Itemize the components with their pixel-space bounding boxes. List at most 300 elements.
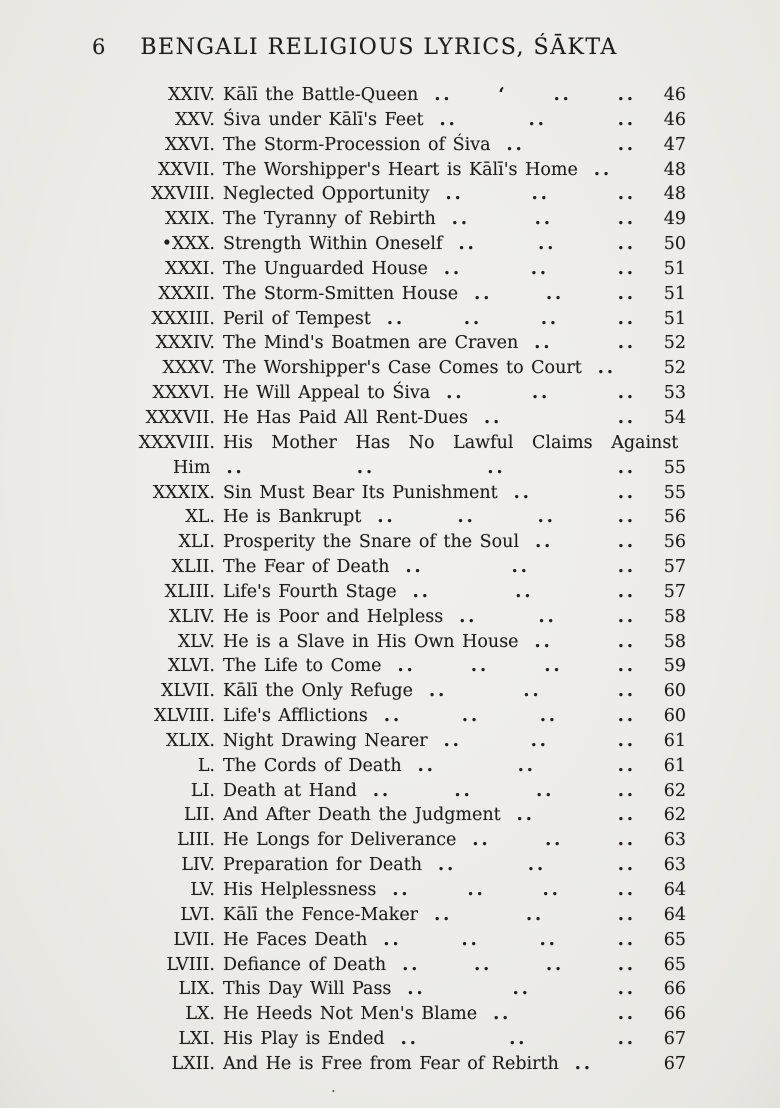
- toc-row: [85, 706, 686, 731]
- dot-leaders: [442, 234, 646, 254]
- dot-leader-group: ..: [534, 333, 553, 354]
- entry-title: The Worshipper's Case Comes to Court: [223, 358, 582, 379]
- dot-leader-group: ..: [451, 209, 470, 230]
- dot-leader-group: ..: [617, 631, 636, 652]
- entry-numeral: XXVII.: [158, 159, 215, 180]
- dot-leader-group: ..: [438, 855, 457, 876]
- entry-page-number: 66: [663, 979, 686, 1000]
- dot-leader-group: ʻ: [498, 85, 508, 105]
- entry-title: Preparation for Death: [223, 855, 422, 876]
- dot-leader-group: ..: [617, 85, 636, 105]
- entry-page-number: 59: [663, 656, 686, 677]
- entry-title: Kālī the Only Refuge: [223, 681, 413, 702]
- toc-row: [85, 209, 686, 234]
- dot-leader-group: ..: [617, 407, 636, 428]
- toc-row: [85, 383, 686, 408]
- toc-row: [85, 408, 686, 433]
- entry-title: He Faces Death: [223, 929, 368, 950]
- toc-row: [85, 681, 686, 706]
- dot-leaders: [559, 1054, 646, 1074]
- dot-leaders: [371, 309, 646, 329]
- page-header: [0, 0, 780, 61]
- dot-leader-group: ..: [377, 507, 396, 528]
- dot-leaders: [385, 1029, 646, 1049]
- entry-title: He Has Paid All Rent-Dues: [223, 407, 468, 428]
- dot-leader-group: ..: [617, 283, 636, 304]
- toc-row: [85, 880, 686, 905]
- dot-leaders: [397, 582, 646, 602]
- dot-leader-group: ..: [539, 929, 558, 950]
- entry-numeral: XXIX.: [165, 209, 215, 230]
- entry-title: The Worshipper's Heart is Kālī's Home: [223, 159, 578, 180]
- dot-leaders: [210, 458, 646, 478]
- dot-leader-group: ..: [512, 979, 531, 1000]
- entry-page-number: 49: [663, 209, 686, 230]
- entry-page-number: 63: [663, 855, 686, 876]
- dot-leaders: [423, 110, 646, 130]
- dot-leaders: [430, 383, 646, 403]
- entry-title: His Play is Ended: [223, 1029, 385, 1050]
- dot-leader-group: ..: [617, 308, 636, 329]
- toc-row: [85, 1029, 686, 1054]
- entry-page-number: 62: [663, 780, 686, 801]
- entry-numeral: XXXVIII.: [138, 432, 215, 453]
- toc-row: [85, 160, 686, 185]
- entry-title: Life's Fourth Stage: [223, 581, 397, 602]
- entry-title: Kālī the Battle-Queen: [223, 85, 419, 105]
- toc-row: [85, 656, 686, 681]
- entry-page-number: 56: [663, 532, 686, 553]
- toc-row: [85, 110, 686, 135]
- entry-title: His Mother Has No Lawful Claims Against: [223, 432, 679, 453]
- dot-leader-group: ..: [617, 383, 636, 404]
- dot-leaders: [430, 184, 646, 204]
- dot-leader-group: ..: [617, 979, 636, 1000]
- entry-numeral: LXI.: [178, 1029, 215, 1050]
- dot-leaders: [519, 532, 646, 552]
- dot-leader-group: ..: [493, 1004, 512, 1025]
- entry-title: The Tyranny of Rebirth: [223, 209, 436, 230]
- table-of-contents: [85, 85, 686, 1079]
- entry-page-number: 60: [663, 681, 686, 702]
- entry-page-number: 65: [663, 954, 686, 975]
- entry-numeral: LIX.: [178, 979, 215, 1000]
- dot-leader-group: ..: [617, 209, 636, 230]
- dot-leader-group: ..: [446, 383, 465, 404]
- entry-page-number: 60: [663, 706, 686, 727]
- entry-page-number: 65: [663, 929, 686, 950]
- entry-numeral: XXXI.: [165, 258, 215, 279]
- entry-page-number: 58: [663, 631, 686, 652]
- entry-title: He is a Slave in His Own House: [223, 631, 519, 652]
- toc-row: [85, 259, 686, 284]
- entry-numeral: XXVIII.: [151, 184, 215, 205]
- dot-leaders: [519, 632, 646, 652]
- entry-numeral: XLVIII.: [154, 706, 215, 727]
- dot-leader-group: ..: [474, 954, 493, 975]
- dot-leaders: [578, 160, 646, 180]
- dot-leaders: [491, 135, 646, 155]
- dot-leaders: [376, 880, 646, 900]
- entry-page-number: 56: [663, 507, 686, 528]
- toc-row: [85, 632, 686, 657]
- entry-page-number: 46: [663, 85, 686, 105]
- dot-leader-group: ..: [458, 234, 477, 255]
- dot-leader-group: ..: [617, 706, 636, 727]
- dot-leader-group: ..: [386, 308, 406, 329]
- dot-leader-group: ..: [527, 855, 547, 876]
- dot-leader-group: ..: [617, 333, 636, 354]
- entry-page-number: 61: [663, 755, 686, 776]
- entry-numeral: LIV.: [181, 855, 215, 876]
- entry-title: The Storm-Procession of Śiva: [223, 134, 491, 155]
- dot-leader-group: ..: [542, 880, 561, 900]
- dot-leader-group: ..: [461, 706, 481, 727]
- dot-leader-group: ..: [372, 780, 392, 801]
- dot-leader-group: ..: [539, 706, 559, 727]
- entry-title: Neglected Opportunity: [223, 184, 430, 205]
- dot-leaders: [368, 706, 646, 726]
- toc-row: [85, 805, 686, 830]
- dot-leader-group: ..: [470, 656, 490, 677]
- entry-title: The Cords of Death: [223, 755, 402, 776]
- dot-leader-group: ..: [530, 258, 550, 279]
- entry-title: Death at Hand: [223, 780, 357, 801]
- entry-page-number: 67: [663, 1029, 686, 1050]
- entry-numeral: XXXVII.: [145, 407, 215, 428]
- dot-leader-group: ..: [392, 880, 411, 900]
- entry-title: Śiva under Kālī's Feet: [223, 109, 424, 130]
- entry-page-number: 55: [663, 457, 686, 478]
- dot-leaders: [418, 85, 646, 105]
- entry-title: Kālī the Fence-Maker: [223, 904, 419, 925]
- entry-numeral: LVII.: [173, 929, 215, 950]
- dot-leader-group: ..: [617, 109, 636, 130]
- entry-numeral: LI.: [190, 780, 215, 801]
- dot-leader-group: ..: [617, 656, 636, 677]
- dot-leaders: [518, 333, 646, 353]
- toc-row: [85, 284, 686, 309]
- toc-row: [85, 1054, 686, 1079]
- toc-row: [85, 557, 686, 582]
- entry-numeral: XLIX.: [165, 730, 215, 751]
- toc-row: [85, 830, 686, 855]
- toc-row: [85, 458, 686, 483]
- entry-page-number: 57: [663, 581, 686, 602]
- entry-numeral: LVI.: [180, 904, 215, 925]
- dot-leader-group: ..: [463, 308, 483, 329]
- dot-leader-group: ..: [553, 85, 572, 105]
- toc-row: [85, 85, 686, 110]
- dot-leaders: [458, 284, 646, 304]
- dot-leader-group: ..: [511, 557, 530, 578]
- entry-title: The Mind's Boatmen are Craven: [223, 333, 519, 354]
- dot-leader-group: ..: [617, 482, 636, 503]
- entry-numeral: XLIV.: [168, 606, 215, 627]
- entry-title: He Longs for Deliverance: [223, 830, 457, 851]
- entry-numeral: XXXV.: [162, 358, 215, 379]
- entry-numeral: XXXIII.: [151, 308, 215, 329]
- toc-row: [85, 979, 686, 1004]
- toc-row: [85, 1004, 686, 1029]
- dot-leader-group: ..: [617, 755, 636, 776]
- entry-numeral: LV.: [190, 880, 215, 900]
- dot-leader-group: ..: [544, 656, 563, 677]
- dot-leader-group: ..: [515, 581, 534, 602]
- dot-leaders: [418, 905, 646, 925]
- entry-numeral: LIII.: [177, 830, 215, 851]
- toc-row: [85, 333, 686, 358]
- entry-title: And He is Free from Fear of Rebirth: [223, 1053, 559, 1074]
- dot-leaders: [413, 681, 646, 701]
- entry-title: His Helplessness: [223, 880, 377, 900]
- dot-leaders: [361, 507, 646, 527]
- entry-page-number: 48: [663, 184, 686, 205]
- dot-leader-group: ..: [540, 308, 560, 329]
- entry-page-number: 53: [663, 383, 686, 404]
- dot-leader-group: ..: [397, 656, 416, 677]
- dot-leader-group: ..: [617, 184, 636, 205]
- toc-row: [85, 135, 686, 160]
- entry-numeral: XLVI.: [167, 656, 215, 677]
- dot-leader-group: ..: [525, 904, 545, 925]
- dot-leader-group: ..: [405, 557, 424, 578]
- dot-leader-group: ..: [407, 979, 426, 1000]
- dot-leader-group: ..: [617, 681, 636, 702]
- entry-page-number: 54: [663, 407, 686, 428]
- dot-leader-group: ..: [530, 730, 549, 751]
- dot-leader-group: ..: [593, 159, 613, 180]
- dot-leaders: [443, 607, 646, 627]
- dot-leader-group: ..: [487, 457, 506, 478]
- dot-leaders: [391, 979, 646, 999]
- entry-numeral: XLII.: [171, 557, 215, 578]
- dot-leader-group: ..: [597, 358, 616, 379]
- entry-numeral: XXXIX.: [152, 482, 215, 503]
- dot-leader-group: ..: [617, 606, 636, 627]
- dot-leader-group: ..: [617, 805, 636, 826]
- dot-leader-group: ..: [434, 85, 453, 105]
- dot-leader-group: ..: [459, 606, 478, 627]
- dot-leaders: [386, 955, 646, 975]
- entry-numeral: XXV.: [174, 109, 215, 130]
- folio-page-number: 6: [92, 35, 106, 59]
- dot-leaders: [428, 259, 646, 279]
- dot-leader-group: ..: [617, 258, 636, 279]
- dot-leaders: [477, 1004, 646, 1024]
- entry-numeral: XXIV.: [168, 85, 215, 105]
- dot-leaders: [436, 209, 646, 229]
- entry-title: The Life to Come: [223, 656, 382, 677]
- entry-title: He Heeds Not Men's Blame: [223, 1004, 478, 1025]
- dot-leader-group: ..: [457, 507, 476, 528]
- dot-leader-group: ..: [461, 929, 480, 950]
- entry-title: The Storm-Smitten House: [223, 283, 459, 304]
- dot-leader-group: ..: [617, 557, 636, 578]
- dot-leader-group: ..: [472, 830, 491, 851]
- entry-numeral: L.: [197, 755, 215, 776]
- dot-leader-group: ..: [617, 730, 636, 751]
- dot-leader-group: ..: [545, 830, 564, 851]
- entry-page-number: 51: [663, 258, 686, 279]
- entry-page-number: 46: [663, 109, 686, 130]
- entry-numeral: XXVI.: [164, 134, 215, 155]
- dot-leader-group: ..: [226, 457, 245, 478]
- entry-numeral: XXXVI.: [152, 383, 215, 404]
- toc-row: [85, 955, 686, 980]
- dot-leader-group: ..: [467, 880, 486, 900]
- dot-leader-group: ..: [617, 855, 636, 876]
- dot-leader-group: ..: [617, 904, 636, 925]
- dot-leader-group: ..: [617, 532, 636, 553]
- dot-leader-group: ..: [443, 730, 462, 751]
- toc-row: [85, 582, 686, 607]
- entry-title: Life's Afflictions: [223, 706, 368, 727]
- dot-leader-group: ..: [617, 1029, 636, 1050]
- entry-numeral: LII.: [183, 805, 215, 826]
- entry-page-number: 58: [663, 606, 686, 627]
- dot-leader-group: ..: [574, 1053, 593, 1074]
- entry-page-number: 62: [663, 805, 686, 826]
- entry-page-number: 52: [663, 358, 686, 379]
- entry-numeral: XLI.: [178, 532, 215, 553]
- dot-leader-group: ..: [545, 954, 565, 975]
- entry-page-number: 57: [663, 557, 686, 578]
- dot-leader-group: ..: [536, 780, 555, 801]
- dot-leader-group: ..: [474, 283, 493, 304]
- dot-leaders: [428, 731, 646, 751]
- entry-title: This Day Will Pass: [223, 979, 392, 1000]
- dot-leader-group: ..: [439, 109, 458, 130]
- dot-leader-group: ..: [434, 904, 453, 925]
- entry-title: Prosperity the Snare of the Soul: [223, 532, 520, 553]
- entry-page-number: 63: [663, 830, 686, 851]
- toc-row: [85, 905, 686, 930]
- dot-leader-group: ..: [443, 258, 463, 279]
- entry-title: He is Poor and Helpless: [223, 606, 444, 627]
- dot-leaders: [367, 930, 646, 950]
- dot-leader-group: ..: [534, 209, 553, 230]
- dot-leader-group: ..: [383, 929, 402, 950]
- toc-row: [85, 930, 686, 955]
- dot-leader-group: ..: [445, 184, 464, 205]
- running-title: BENGALI RELIGIOUS LYRICS, ŚĀKTA: [140, 35, 618, 60]
- entry-numeral: LXII.: [171, 1053, 215, 1074]
- dot-leader-group: ..: [532, 383, 551, 404]
- entry-title: Night Drawing Nearer: [223, 730, 428, 751]
- entry-numeral: •XXX.: [161, 234, 215, 255]
- toc-row: [85, 532, 686, 557]
- dot-leader-group: ..: [412, 581, 431, 602]
- dot-leader-group: ..: [617, 457, 636, 478]
- dot-leader-group: ..: [506, 134, 525, 155]
- dot-leaders: [498, 483, 646, 503]
- dot-leader-group: ..: [402, 954, 421, 975]
- entry-title: And After Death the Judgment: [223, 805, 501, 826]
- dot-leader-group: ..: [356, 457, 376, 478]
- dot-leader-group: ..: [534, 631, 553, 652]
- entry-title: He is Bankrupt: [223, 507, 362, 528]
- entry-numeral: XLIII.: [164, 581, 215, 602]
- entry-title: The Unguarded House: [223, 258, 428, 279]
- dot-leader-group: ..: [516, 805, 535, 826]
- dot-leader-group: ..: [509, 1029, 528, 1050]
- dot-leader-group: ..: [545, 283, 565, 304]
- entry-numeral: XLV.: [177, 631, 215, 652]
- entry-title: Him: [173, 457, 211, 478]
- entry-page-number: 55: [663, 482, 686, 503]
- toc-row: [85, 781, 686, 806]
- entry-title: Peril of Tempest: [223, 308, 371, 329]
- entry-title: The Fear of Death: [223, 557, 390, 578]
- dot-leader-group: ..: [538, 234, 557, 255]
- dot-leaders: [501, 805, 646, 825]
- entry-title: He Will Appeal to Śiva: [223, 383, 431, 404]
- dot-leader-group: ..: [617, 830, 636, 851]
- entry-title: Defiance of Death: [223, 954, 387, 975]
- toc-row: [85, 184, 686, 209]
- toc-row: [85, 731, 686, 756]
- entry-numeral: XL.: [185, 507, 215, 528]
- dot-leaders: [422, 855, 646, 875]
- dot-leaders: [381, 656, 646, 676]
- dot-leader-group: ..: [617, 780, 636, 801]
- toc-row: [85, 855, 686, 880]
- dot-leader-group: ..: [617, 507, 636, 528]
- entry-page-number: 52: [663, 333, 686, 354]
- toc-row: [85, 483, 686, 508]
- toc-row: [85, 358, 686, 383]
- dot-leader-group: ..: [617, 880, 636, 900]
- dot-leader-group: ..: [538, 606, 557, 627]
- toc-row: [85, 234, 686, 259]
- entry-page-number: 66: [663, 1004, 686, 1025]
- entry-page-number: 67: [663, 1053, 686, 1074]
- dot-leader-group: ..: [429, 681, 448, 702]
- dot-leader-group: ..: [513, 482, 532, 503]
- toc-row: [85, 756, 686, 781]
- dot-leader-group: ..: [531, 184, 550, 205]
- entry-title: Strength Within Oneself: [223, 234, 443, 255]
- entry-page-number: 51: [663, 308, 686, 329]
- toc-row: [85, 507, 686, 532]
- dot-leader-group: ..: [535, 532, 554, 553]
- entry-numeral: LX.: [185, 1004, 215, 1025]
- dot-leader-group: ..: [517, 755, 536, 776]
- dot-leader-group: ..: [523, 681, 542, 702]
- entry-title: Sin Must Bear Its Punishment: [223, 482, 498, 503]
- footer-mark: .: [331, 1078, 336, 1096]
- dot-leader-group: ..: [537, 507, 556, 528]
- dot-leader-group: ..: [617, 1004, 636, 1025]
- dot-leaders: [389, 557, 646, 577]
- entry-page-number: 51: [663, 283, 686, 304]
- toc-row: [85, 433, 686, 458]
- dot-leader-group: ..: [617, 581, 636, 602]
- entry-numeral: XLVII.: [160, 681, 215, 702]
- dot-leader-group: ..: [617, 234, 636, 255]
- entry-numeral: XXXII.: [158, 283, 215, 304]
- dot-leaders: [468, 408, 646, 428]
- dot-leader-group: ..: [484, 407, 503, 428]
- entry-page-number: 61: [663, 730, 686, 751]
- entry-numeral: LVIII.: [166, 954, 215, 975]
- entry-page-number: 64: [663, 904, 686, 925]
- dot-leaders: [456, 830, 646, 850]
- dot-leaders: [357, 781, 646, 801]
- dot-leaders: [582, 358, 646, 378]
- toc-row: [85, 309, 686, 334]
